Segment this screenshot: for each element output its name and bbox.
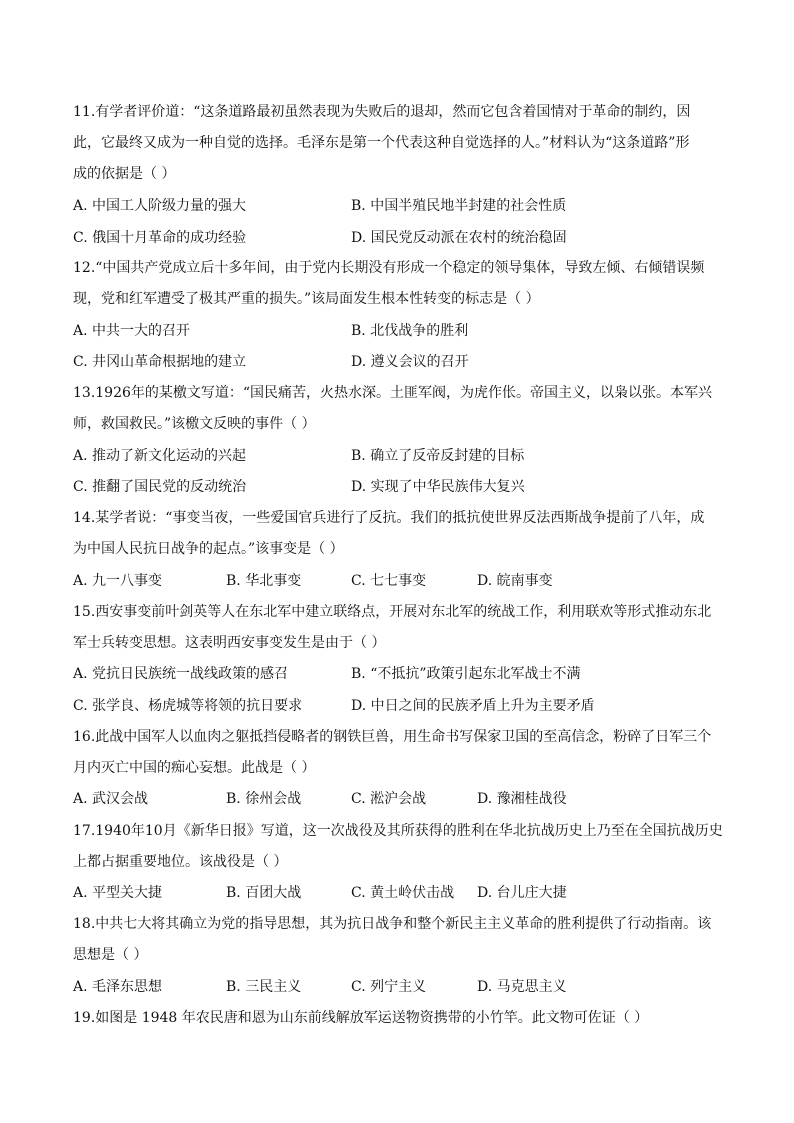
question-11-option-b[interactable]: B. 中国半殖民地半封建的社会性质 — [351, 198, 567, 214]
question-13-option-a[interactable]: A. 推动了新文化运动的兴起 — [73, 448, 247, 464]
question-15-option-a[interactable]: A. 党抗日民族统一战线政策的感召 — [73, 666, 289, 682]
question-18-option-c[interactable]: C. 列宁主义 — [351, 979, 427, 995]
question-15-option-c[interactable]: C. 张学良、杨虎城等将领的抗日要求 — [73, 698, 303, 714]
question-11-line-1: 11.有学者评价道：“这条道路最初虽然表现为失败后的退却，然而它包含着国情对于革命的制约，因 — [73, 104, 691, 120]
question-11-option-d[interactable]: D. 国民党反动派在农村的统治稳固 — [351, 230, 567, 246]
question-14-line-2: 为中国人民抗日战争的起点。”该事变是（ ） — [73, 541, 344, 557]
question-15-option-b[interactable]: B. “不抵抗”政策引起东北军战士不满 — [351, 666, 581, 682]
question-13-line-2: 师，救国救民。”该檄文反映的事件（ ） — [73, 416, 316, 432]
question-16-line-2: 月内灭亡中国的痴心妄想。此战是（ ） — [73, 760, 316, 776]
question-18-option-d[interactable]: D. 马克思主义 — [477, 979, 567, 995]
question-13-option-c[interactable]: C. 推翻了国民党的反动统治 — [73, 479, 247, 495]
question-16-option-d[interactable]: D. 豫湘桂战役 — [477, 791, 567, 807]
question-14-line-1: 14.某学者说：“事变当夜，一些爱国官兵进行了反抗。我们的抵抗使世界反法西斯战争提前了八年，成 — [73, 510, 705, 526]
question-11-line-3: 成的依据是（ ） — [73, 166, 176, 182]
question-17-option-b[interactable]: B. 百团大战 — [226, 885, 302, 901]
question-15-line-1: 15.西安事变前叶剑英等人在东北军中建立联络点，开展对东北军的统战工作，利用联欢等形式推动东北 — [73, 604, 712, 620]
question-14-option-c[interactable]: C. 七七事变 — [351, 573, 427, 589]
question-16-option-a[interactable]: A. 武汉会战 — [73, 791, 149, 807]
question-12-line-2: 现，党和红军遭受了极其严重的损失。”该局面发生根本性转变的标志是（ ） — [73, 291, 540, 307]
question-13-option-d[interactable]: D. 实现了中华民族伟大复兴 — [351, 479, 525, 495]
question-14-option-b[interactable]: B. 华北事变 — [226, 573, 302, 589]
question-14-option-d[interactable]: D. 皖南事变 — [477, 573, 553, 589]
question-17-line-1: 17.1940年10月《新华日报》写道，这一次战役及其所获得的胜利在华北抗战历史上乃至在全国抗战历史 — [73, 823, 723, 839]
question-18-line-2: 思想是（ ） — [73, 947, 148, 963]
question-11-option-a[interactable]: A. 中国工人阶级力量的强大 — [73, 198, 247, 214]
question-12-option-c[interactable]: C. 井冈山革命根据地的建立 — [73, 354, 247, 370]
question-18-option-b[interactable]: B. 三民主义 — [226, 979, 302, 995]
question-17-option-c[interactable]: C. 黄土岭伏击战 — [351, 885, 455, 901]
question-12-option-a[interactable]: A. 中共一大的召开 — [73, 323, 191, 339]
question-13-option-b[interactable]: B. 确立了反帝反封建的目标 — [351, 448, 525, 464]
question-13-line-1: 13.1926年的某檄文写道：“国民痛苦，火热水深。土匪军阀，为虎作伥。帝国主义，以枭以张。本军兴 — [73, 385, 713, 401]
question-12-line-1: 12.“中国共产党成立后十多年间，由于党内长期没有形成一个稳定的领导集体，导致左倾、右倾错误频 — [73, 260, 705, 276]
question-14-option-a[interactable]: A. 九一八事变 — [73, 573, 163, 589]
question-17-option-d[interactable]: D. 台儿庄大捷 — [477, 885, 567, 901]
question-11-line-2: 此，它最终又成为一种自觉的选择。毛泽东是第一个代表这种自觉选择的人。”材料认为“这条道路”形 — [73, 135, 690, 151]
question-17-option-a[interactable]: A. 平型关大捷 — [73, 885, 163, 901]
question-15-option-d[interactable]: D. 中日之间的民族矛盾上升为主要矛盾 — [351, 698, 595, 714]
question-16-option-b[interactable]: B. 徐州会战 — [226, 791, 302, 807]
question-18-option-a[interactable]: A. 毛泽东思想 — [73, 979, 163, 995]
question-11-option-c[interactable]: C. 俄国十月革命的成功经验 — [73, 230, 247, 246]
question-12-option-b[interactable]: B. 北伐战争的胜利 — [351, 323, 469, 339]
question-12-option-d[interactable]: D. 遵义会议的召开 — [351, 354, 469, 370]
question-17-line-2: 上都占据重要地位。该战役是（ ） — [73, 854, 288, 870]
question-19-line-1: 19.如图是 1948 年农民唐和恩为山东前线解放军运送物资携带的小竹竿。此文物可佐证（ ） — [73, 1010, 649, 1026]
question-16-line-1: 16.此战中国军人以血肉之躯抵挡侵略者的钢铁巨兽，用生命书写保家卫国的至高信念，粉碎了日军三个 — [73, 729, 712, 745]
question-16-option-c[interactable]: C. 淞沪会战 — [351, 791, 427, 807]
question-18-line-1: 18.中共七大将其确立为党的指导思想，其为抗日战争和整个新民主主义革命的胜利提供了行动指南。该 — [73, 916, 712, 932]
question-15-line-2: 军士兵转变思想。这表明西安事变发生是由于（ ） — [73, 635, 386, 651]
